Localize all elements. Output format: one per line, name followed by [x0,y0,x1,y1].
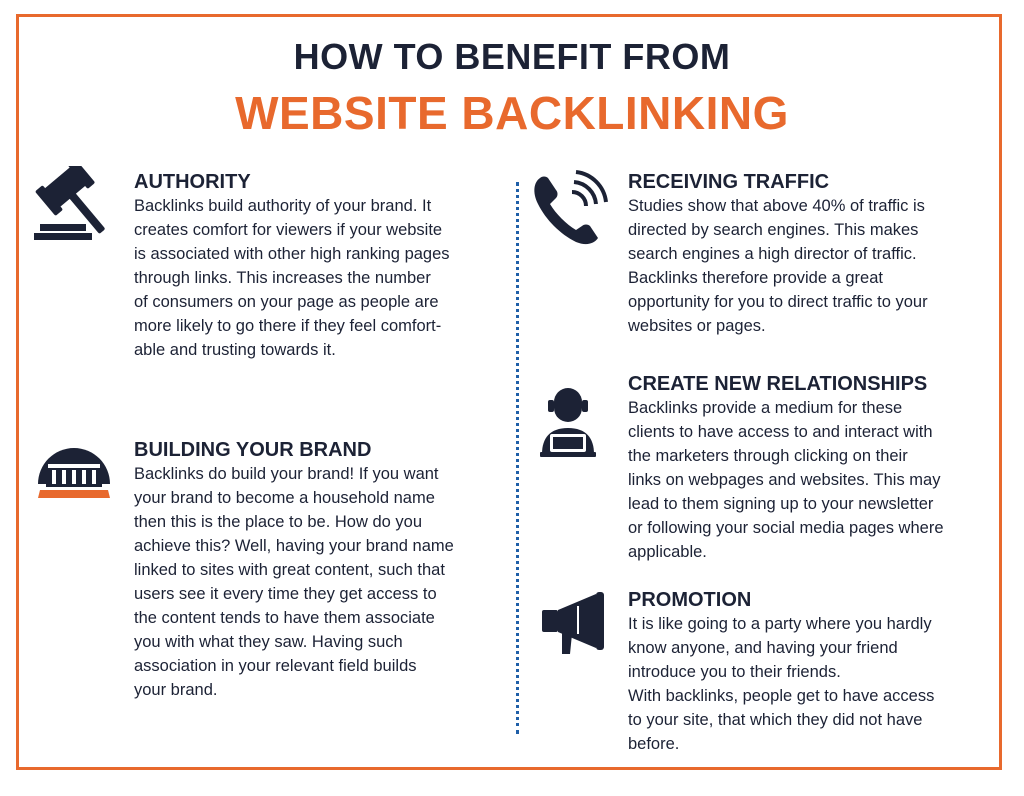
section-receiving-traffic [628,170,998,338]
gavel-icon [30,166,120,247]
section-create-new-relationships [628,372,1008,564]
section-heading: AUTHORITY [134,171,251,193]
section-body: Studies show that above 40% of traffic is directed by search engines. This makes search engines a high director of traffic. Backlinks therefore provide a great opportunity for you to direct traffic to your websites or pages. [628,197,928,335]
section-heading: BUILDING YOUR BRAND [134,439,372,461]
megaphone-icon [540,592,616,661]
section-heading: PROMOTION [628,589,752,611]
section-body: It is like going to a party where you hardly know anyone, and having your friend introduce you to their friends. With backlinks, people get to have access to your site, that which they did not have before. [628,615,935,753]
column-divider [516,182,519,734]
section-building-your-brand [134,438,514,702]
section-body: Backlinks provide a medium for these clients to have access to and interact with the marketers through clicking on their links on webpages and websites. This may lead to them signing up to your newsletter or following your social media pages where applicable. [628,399,944,561]
section-body: Backlinks do build your brand! If you want your brand to become a household name then this is the place to be. How do you achieve this? Well, having your brand name linked to sites with great content, such that users see it every time they get access to the content tends to have them associate you with what they saw. Having such association in your relevant field builds your brand. [134,465,454,699]
section-heading: RECEIVING TRAFFIC [628,171,830,193]
institution-icon [34,440,114,505]
page-title-line-2: WEBSITE BACKLINKING [235,87,789,139]
section-authority [134,170,504,362]
section-body: Backlinks build authority of your brand. It creates comfort for viewers if your website is associated with other high ranking pages through links. This increases the number of consumers on your page as people are more likely to go there if they feel comfort- able and trusting towards it. [134,197,450,359]
section-promotion [628,588,998,756]
section-heading: CREATE NEW RELATIONSHIPS [628,373,928,395]
page-title-line-1: HOW TO BENEFIT FROM [293,36,731,77]
phone-ringing-icon [530,170,610,251]
user-laptop-icon [538,382,598,463]
